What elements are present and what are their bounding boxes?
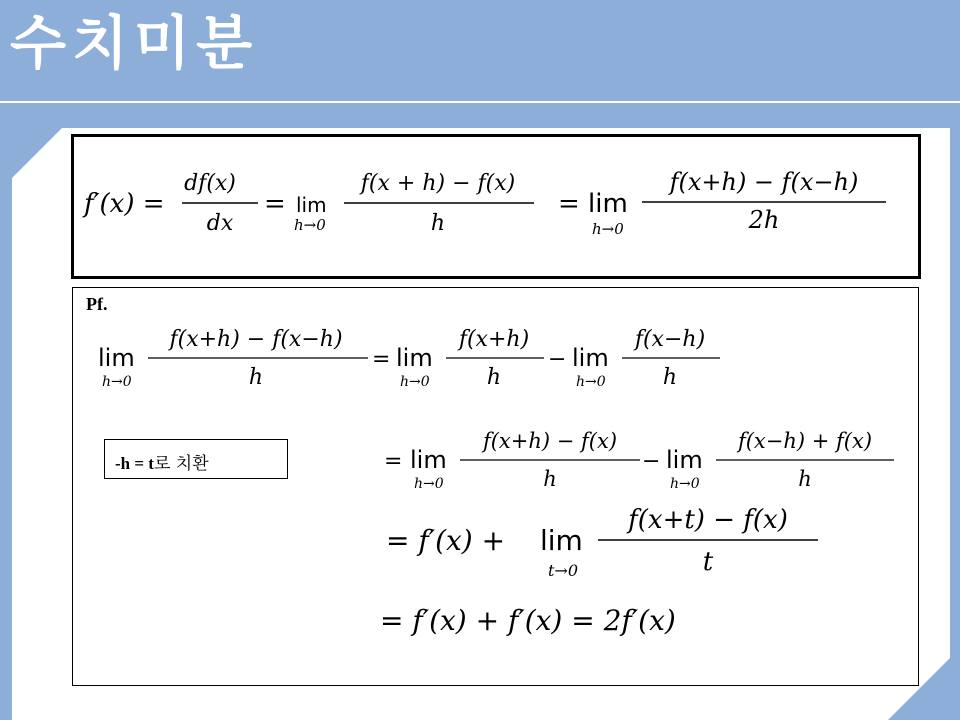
p1-lim-1-sub: h→0 [102,374,132,390]
p3-lead: = f′(x) + [386,524,506,557]
p3-lim: lim [540,524,583,557]
p2-minus: − [642,449,661,474]
substitution-suffix: 로 치환 [153,454,209,474]
corner-cut-top-left [12,128,62,178]
p2-lim-1: lim [410,446,447,474]
p1-eq: = [372,347,391,372]
def-lhs: f′(x) = [84,189,165,219]
def-lim-2-sub: h→0 [592,220,624,238]
def-lim-2: lim [588,189,628,219]
def-frac3-den: 2h [748,206,780,234]
p2-frac-a-num: f(x+h) − f(x) [482,429,618,453]
p1-frac-a-den: h [248,365,264,390]
def-frac3-num: f(x+h) − f(x−h) [669,168,859,196]
p2-frac-b-num: f(x−h) + f(x) [737,429,873,453]
proof-line-2 [384,426,904,496]
p4-text: = f′(x) + f′(x) = 2f′(x) [380,604,676,637]
p3-frac-den: t [702,547,714,577]
p1-frac-c-den: h [662,365,678,390]
title-bar [0,0,960,102]
slide-title: 수치미분 [10,9,259,77]
def-lim-1: lim [296,193,327,217]
p1-lim-1: lim [98,344,135,372]
p1-frac-b-den: h [486,365,502,390]
p2-frac-a-den: h [543,467,557,491]
def-lim-1-sub: h→0 [294,216,326,234]
substitution-note [104,439,288,479]
p2-frac-b-den: h [798,467,812,491]
title-divider [0,101,960,103]
proof-line-1 [96,322,736,392]
p2-eq: = [384,449,403,474]
def-frac2-num: f(x + h) − f(x) [360,171,516,196]
p1-lim-3-sub: h→0 [576,374,606,390]
proof-line-3 [386,498,826,582]
p1-frac-c-num: f(x−h) [634,327,706,352]
def-eq-1: = [264,189,286,219]
p2-lim-1-sub: h→0 [414,476,444,492]
proof-label: Pf. [86,294,108,314]
substitution-expr: -h = t [115,454,154,473]
def-frac1-den: dx [206,211,234,236]
definition-equation [80,160,900,250]
p1-minus: − [548,347,567,372]
p1-frac-a-num: f(x+h) − f(x−h) [169,327,343,352]
p2-lim-2-sub: h→0 [670,476,700,492]
p2-lim-2: lim [666,446,703,474]
def-frac1-num: df(x) [184,171,236,196]
p3-frac-num: f(x+t) − f(x) [628,505,788,535]
p3-lim-sub: t→0 [548,561,579,580]
def-eq-2: = [558,189,580,219]
p1-lim-2-sub: h→0 [400,374,430,390]
p1-lim-2: lim [396,344,433,372]
p1-lim-3: lim [572,344,609,372]
proof-line-4 [380,598,780,642]
p1-frac-b-num: f(x+h) [458,327,530,352]
def-frac2-den: h [430,211,446,236]
